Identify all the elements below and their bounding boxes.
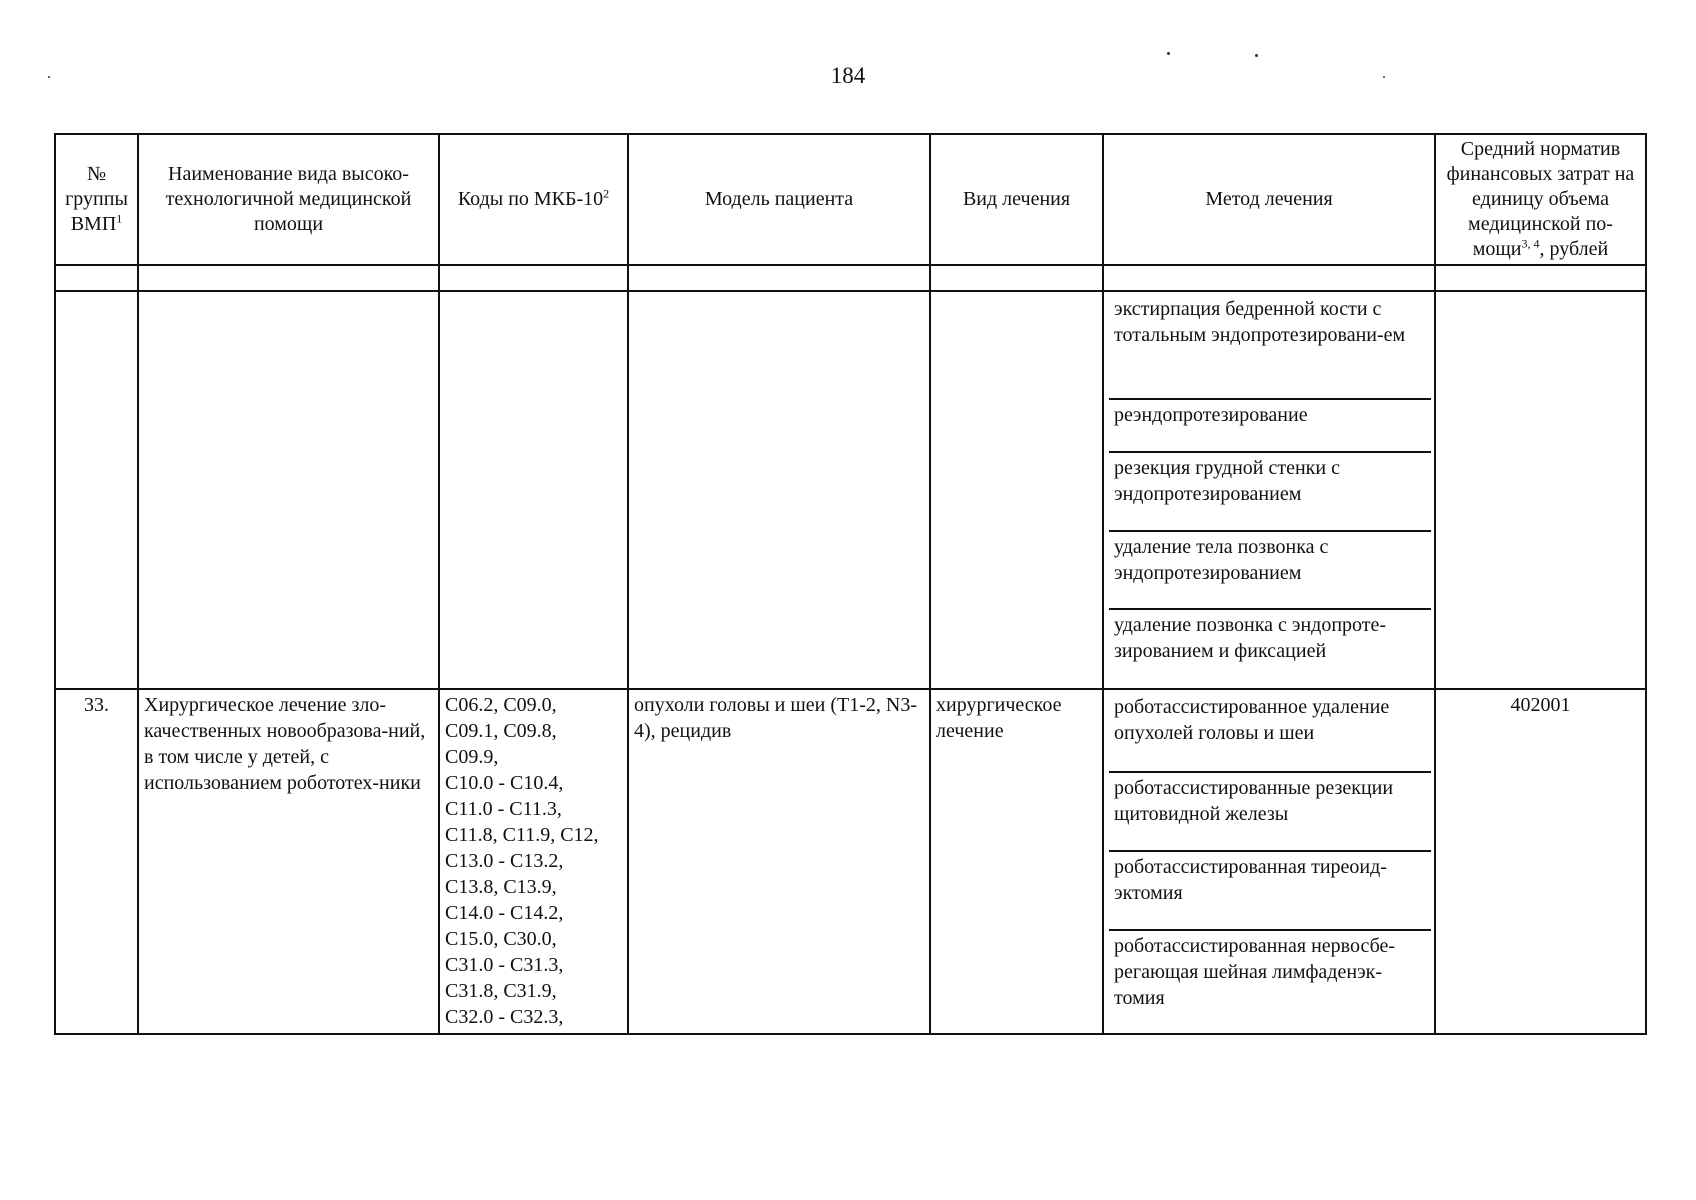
icd-code-line: C06.2, C09.0,: [445, 694, 557, 716]
cost-value: 402001: [1435, 689, 1646, 1034]
icd-code-line: C15.0, C30.0,: [445, 928, 557, 950]
empty-cell: [930, 265, 1103, 291]
icd-code-line: C13.0 - C13.2,: [445, 850, 564, 872]
icd-code-line: C13.8, C13.9,: [445, 876, 557, 898]
method-item: реэндопротезирование: [1109, 398, 1431, 451]
method-item: резекция грудной стенки с эндопротезированием: [1109, 451, 1431, 530]
header-cost: Средний норматив финансовых затрат на единицу объема медицинской по-мощи$^{3, 4}$, рублей: [1435, 134, 1646, 265]
header-method: Метод лечения: [1103, 134, 1435, 265]
patient-model: опухоли головы и шеи (T1-2, N3-4), рецидив: [628, 689, 930, 1034]
care-type-name: Хирургическое лечение зло-качественных новообразова-ний, в том числе у детей, с использованием робототех-ники: [138, 689, 439, 1034]
group-number: 33.: [55, 689, 138, 1034]
empty-cell: [1435, 291, 1646, 689]
header-treatment: Вид лечения: [930, 134, 1103, 265]
scan-speck: [48, 76, 50, 78]
empty-cell: [138, 265, 439, 291]
treatment-type: хирургическое лечение: [930, 689, 1103, 1034]
method-item: роботассистированная нервосбе-регающая шейная лимфаденэк-томия: [1109, 929, 1431, 1031]
icd-code-line: C10.0 - C10.4,: [445, 772, 564, 794]
method-item: экстирпация бедренной кости с тотальным эндопротезировани-ем: [1114, 298, 1406, 346]
empty-cell: [628, 291, 930, 689]
header-codes: Коды по МКБ-$10^2$: [439, 134, 628, 265]
method-item: удаление тела позвонка с эндопротезированием: [1109, 530, 1431, 608]
empty-cell: [439, 265, 628, 291]
scan-speck: [1167, 52, 1170, 55]
empty-cell: [628, 265, 930, 291]
method-item: роботассистированная тиреоид-эктомия: [1109, 850, 1431, 929]
icd-codes: [439, 689, 628, 1034]
icd-code-line: C09.1, C09.8,: [445, 720, 557, 742]
icd-code-line: C11.8, C11.9, C12,: [445, 824, 599, 846]
method-item: роботассистированные резекции щитовидной железы: [1109, 771, 1431, 850]
icd-code-line: C09.9,: [445, 746, 499, 768]
header-model: Модель пациента: [628, 134, 930, 265]
method-item: роботассистированное удаление опухолей головы и шеи: [1114, 696, 1390, 744]
method-item: удаление позвонка с эндопроте-зированием и фиксацией: [1109, 608, 1431, 686]
icd-code-line: C14.0 - C14.2,: [445, 902, 564, 924]
table-row-continuation: [55, 291, 1646, 689]
icd-code-line: C11.0 - C11.3,: [445, 798, 562, 820]
table-row-33: [55, 689, 1646, 1034]
empty-cell: [55, 265, 138, 291]
header-group-no: № группы ВМП$^1$: [55, 134, 138, 265]
vmp-table: [54, 133, 1647, 1035]
column-number-row: [55, 265, 1646, 291]
empty-cell: [930, 291, 1103, 689]
icd-code-line: C32.0 - C32.3,: [445, 1006, 564, 1028]
scan-speck: [1255, 54, 1258, 57]
icd-code-line: C31.8, C31.9,: [445, 980, 557, 1002]
empty-cell: [439, 291, 628, 689]
empty-cell: [1103, 265, 1435, 291]
icd-code-line: C31.0 - C31.3,: [445, 954, 564, 976]
scan-speck: [1383, 76, 1385, 78]
header-row: [55, 134, 1646, 265]
empty-cell: [1435, 265, 1646, 291]
empty-cell: [55, 291, 138, 689]
method-list: [1103, 291, 1435, 689]
empty-cell: [138, 291, 439, 689]
method-list: [1103, 689, 1435, 1034]
page-number: 184: [830, 63, 866, 88]
header-name: Наименование вида высоко-технологичной медицинской помощи: [138, 134, 439, 265]
